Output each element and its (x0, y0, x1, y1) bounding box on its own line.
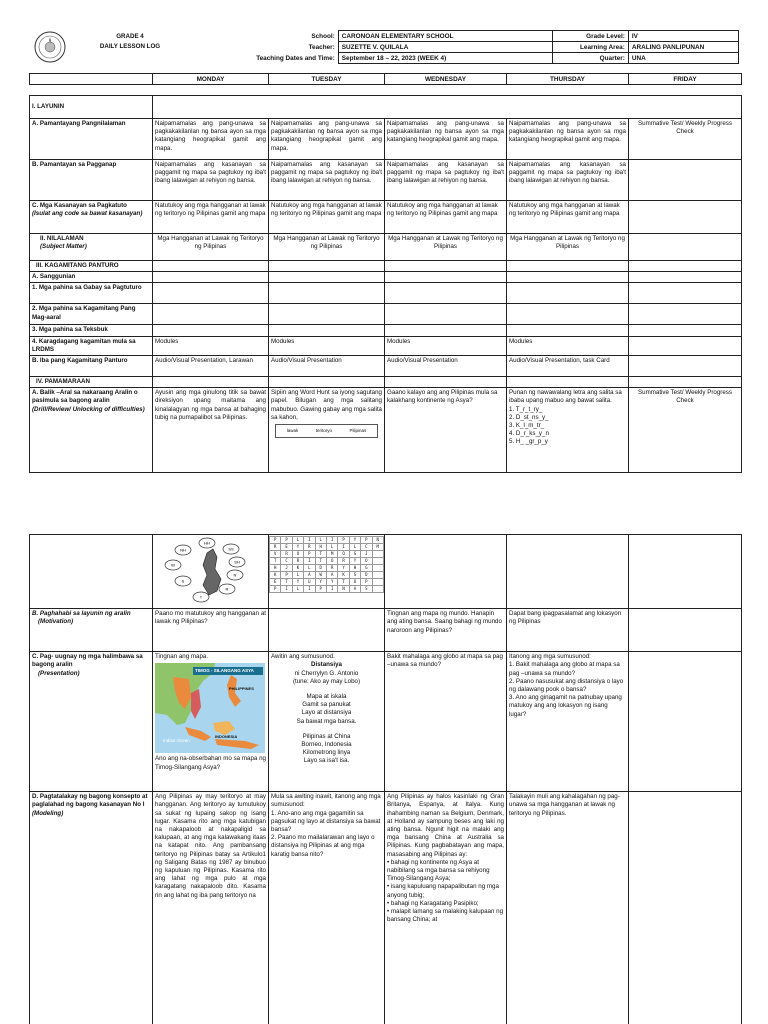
days-header (29, 73, 742, 85)
kagamitan-heading: III. KAGAMITANG PANTURO (30, 261, 153, 272)
wordhunt-letter: T (315, 558, 326, 565)
blank-word-item: 3. K_l_m_tr_ (509, 422, 545, 430)
wordhunt-letter: P (281, 537, 292, 544)
wordhunt-letter: D (315, 565, 326, 572)
wordhunt-letter: R (326, 565, 337, 572)
wordhunt-letter: T (270, 558, 281, 565)
cell-balik-tuesday (269, 388, 385, 473)
cell-pagtatalakay-wednesday (385, 792, 507, 1024)
wordhunt-letter: M (326, 551, 337, 558)
row-label-c (30, 201, 153, 234)
cell-a-thursday: Naipamamalas ang pang-unawa sa pagkakakilanlan ng bansa ayon sa mga katangiang heograpikal gamit ang mapa. (507, 119, 629, 160)
row-pag-uugnay (30, 652, 742, 792)
diagram-label: HH (204, 540, 210, 546)
wordhunt-letter: P (361, 579, 372, 586)
grade-line: GRADE 4 (116, 33, 144, 40)
wordhunt-letter: N (372, 537, 383, 544)
wordhunt-letter: K (270, 572, 281, 579)
wordhunt-letter (372, 579, 383, 586)
grade-level-value: IV (628, 31, 738, 42)
diagram-label: SH (234, 559, 240, 565)
wordhunt-letter: P (270, 537, 281, 544)
row-sanggunian (30, 272, 742, 283)
row-nilalaman (30, 234, 742, 261)
map-label-indonesia: INDONESIA (215, 734, 238, 740)
bullet-item: • bahagi ng kontinente ng Asya at nabibilang sa mga bansa sa rehiyong Timog-Silangang Asya; (387, 858, 490, 883)
cell-modules-tuesday: Modules (269, 336, 385, 355)
cell-nilalaman-tuesday: Mga Hangganan at Lawak ng Teritoryo ng Pilipinas (269, 234, 385, 261)
learning-area-value: ARALING PANLIPUNAN (628, 42, 738, 53)
diagram-label: R (225, 586, 229, 592)
word-box (275, 424, 378, 438)
wordhunt-letter: L (292, 586, 303, 593)
wordhunt-letter (372, 558, 383, 565)
grade-level-label: Grade Level: (553, 31, 628, 42)
wordhunt-letter: L (349, 544, 360, 551)
discussion-intro: Mula sa awiting inawit, itanong ang mga sumusunod: (271, 793, 381, 809)
blank-word-item: 1. T_r_t_ry_ (509, 405, 543, 413)
cell-c-monday: Natutukoy ang mga hangganan at lawak ng teritoryo ng Pilipinas gamit ang mapa (153, 201, 269, 234)
bullet-item: • malapit lamang sa malaking kalupaan ng bansang China; at (387, 908, 504, 924)
cell-c-thursday: Natutukoy ang mga hangganan at lawak ng teritoryo ng Pilipinas gamit ang mapa (507, 201, 629, 234)
wordhunt-letter: C (281, 558, 292, 565)
day-friday: FRIDAY (629, 74, 742, 85)
question-item: 1. Bakit mahalaga ang globo at mapa sa pag –unawa sa mundo? (509, 661, 620, 677)
day-monday: MONDAY (153, 74, 269, 85)
row-iba-pang (30, 356, 742, 377)
row-label-paghahabi (30, 609, 153, 652)
lesson-table-continued (29, 534, 742, 1024)
wordhunt-letter: H (315, 544, 326, 551)
row-kagamitan (30, 261, 742, 272)
diagram-label: T (199, 594, 203, 600)
page-2 (0, 534, 768, 1024)
wordhunt-letter: H (270, 565, 281, 572)
wordhunt-letter: P (304, 551, 315, 558)
wordhunt-letter: P (338, 537, 349, 544)
lesson-table (29, 95, 742, 473)
header-info-table (213, 30, 739, 64)
karagdagang-label: 4. Karagdagang kagamitan mula sa LRDMS (30, 336, 153, 355)
dates-value: September 18 – 22, 2023 (WEEK 4) (338, 53, 553, 64)
row-label-pag-uugnay (30, 652, 153, 792)
map-label-philippines: PHILIPPINES (229, 686, 254, 692)
cell-direction-diagram (153, 535, 269, 609)
discussion-item: 1. Ano-ano ang mga gagamitin sa pagsukat ng layo at distansiya sa bawat bansa? (271, 809, 381, 834)
deped-seal-icon (34, 31, 66, 63)
wordhunt-letter: T (315, 551, 326, 558)
pagtatalakay-label: D. Pagtatalakay ng bagong konsepto at paglalahad ng bagong kasanayan No I (32, 793, 148, 809)
wordhunt-letter: Y (349, 537, 360, 544)
cell-nilalaman-friday (629, 234, 742, 261)
school-label: School: (311, 32, 335, 40)
wordhunt-letter: R (281, 551, 292, 558)
diagram-label: NH (180, 547, 186, 553)
gabay-label: 1. Mga pahina sa Gabay sa Pagtuturo (30, 283, 153, 304)
teacher-value: SUZETTE V. QUILALA (338, 42, 553, 53)
song-line: Gamit sa panukat (302, 701, 351, 709)
song-line: Layo at distansiya (301, 709, 352, 717)
wordhunt-letter: K (338, 572, 349, 579)
wordhunt-letter: N (338, 586, 349, 593)
cell-a-tuesday: Naipamamalas ang pang-unawa sa pagkakakilanlan ng bansa ayon sa mga katangiang heograpikal gamit ang mapa. (269, 119, 385, 160)
song-line: Pilipinas at China (302, 732, 351, 740)
wordhunt-letter: P (361, 537, 372, 544)
cell-paghahabi-monday: Paano mo matutukoy ang hangganan at lawak ng Pilipinas? (153, 609, 269, 652)
page-gap (0, 478, 768, 534)
discussion-item: 2. Paano mo mailalarawan ang layo o distansiya ng Pilipinas at ang mga karatig bansa nito? (271, 834, 375, 858)
row-kagamitang-pang (30, 304, 742, 325)
dll-line: DAILY LESSON LOG (99, 43, 161, 50)
paghahabi-sub: (Motivation) (38, 618, 74, 626)
cell-wordhunt (269, 535, 385, 609)
cell-balik-wednesday: Gaano kalayo ang ang Pilipinas mula sa kalakhang kontinente ng Asya? (385, 388, 507, 473)
wordhunt-letter: Y (338, 565, 349, 572)
wordhunt-letter: T (281, 579, 292, 586)
wordhunt-letter: Y (315, 579, 326, 586)
blank-word-item: 2. D_st_ns_y_ (509, 413, 549, 421)
questions-intro: Itanong ang mga sumusunod: (509, 653, 591, 661)
song-tune: (tune: Ako ay may Lobo) (292, 677, 361, 685)
cell-modules-wednesday: Modules (385, 336, 507, 355)
pictures-label-blank (30, 535, 153, 609)
row-label-pagtatalakay (30, 792, 153, 1024)
wordhunt-letter: O (326, 558, 337, 565)
iba-pang-label: B. Iba pang Kagamitang Panturo (30, 356, 153, 377)
row-gabay (30, 283, 742, 304)
word-box-item: teritoryo (315, 428, 332, 434)
dates-label: Teaching Dates and Time: (256, 54, 335, 62)
teksbuk-label: 3. Mga pahina sa Teksbuk (30, 325, 153, 336)
row-pamantayang-pangnilalaman (30, 119, 742, 160)
wordhunt-letter: I (338, 544, 349, 551)
nilalaman-sub: (Subject Matter) (40, 243, 87, 251)
header (30, 30, 739, 64)
row-pamantayan-pagganap (30, 160, 742, 201)
discussion-text: Ang Pilipinas ay halos kasinlaki ng Gran Britanya, Espanya, at Italya. Kung ihahambing naman sa Belgium, Denmark, at Holland ay sampung beses ang laki ng ating bansa. Ngunit higit na malaki ang mga bansang China at Australia sa Pilipinas. Kung pagbabatayan ang mapa, masasabing ang Pilipinas ay: (387, 793, 504, 858)
diagram-label: S (181, 578, 185, 584)
diagram-label: W (171, 562, 175, 568)
word-box-item: lawak (286, 428, 299, 434)
wordhunt-letter: I (281, 586, 292, 593)
cell-pag-uugnay-tuesday (269, 652, 385, 792)
wordhunt-letter: J (361, 551, 372, 558)
sanggunian-label: A. Sanggunian (30, 272, 153, 283)
day-thursday: THURSDAY (507, 74, 629, 85)
balik-tuesday-text: Sipiin ang Word Hunt sa iyong sagutang papel. Bilugan ang mga salitang mabubuo. Gawing gabay ang mga salita sa kahon, (271, 389, 382, 421)
row-paghahabi (30, 609, 742, 652)
question-item: 3. Ano ang ginagamit na patnubay upang matukoy ang ang lokasyon ng isang lugar? (509, 694, 622, 718)
song-line: Kilometrong linya (302, 749, 351, 757)
cell-paghahabi-wednesday: Tingnan ang mapa ng mundo. Hanapin ang ating bansa. Saang bahagi ng mundo naroroon ang Pilipinas? (385, 609, 507, 652)
wordhunt-letter: P (270, 586, 281, 593)
blank-word-item: 4. D_r_ks_y_n (509, 430, 549, 438)
wordhunt-letter: O (338, 551, 349, 558)
kasanayan-sub: (Isulat ang code sa bawat kasanayan) (32, 210, 143, 218)
days-blank (30, 74, 153, 85)
school-value: CARONOAN ELEMENTARY SCHOOL (338, 31, 553, 42)
wordhunt-letter: L (292, 572, 303, 579)
pamamaraan-heading: IV. PAMAMARAAN (30, 377, 153, 388)
wordhunt-letter: S (349, 572, 360, 579)
kagamitang-pang-label: 2. Mga pahina sa Kagamitang Pang Mag-aaral (30, 304, 153, 325)
wordhunt-letter: E (281, 544, 292, 551)
row-layunin (30, 96, 742, 119)
map-question: Ano ang na-obserbahan mo sa mapa ng Timog-Silangang Asya? (155, 755, 266, 771)
wordhunt-letter: U (304, 579, 315, 586)
cell-iba-wednesday: Audio/Visual Presentation (385, 356, 507, 377)
blank-word-item: 5. H_ _gr_p_y (509, 438, 548, 446)
wordhunt-letter (372, 565, 383, 572)
wordhunt-letter: R (292, 558, 303, 565)
kasanayan-label: C. Mga Kasanayan sa Pagkatuto (32, 202, 127, 209)
cell-a-wednesday: Naipamamalas ang pang-unawa sa pagkakakilanlan ng bansa ayon sa mga katangiang heograpikal gamit ang mapa. (385, 119, 507, 160)
cell-a-monday: Naipamamalas ang pang-unawa sa pagkakakilanlan ng bansa ayon sa mga katangiang heograpikal gamit ang mapa. (153, 119, 269, 160)
wordhunt-letter: Y (292, 579, 303, 586)
wordhunt-letter: H (349, 565, 360, 572)
direction-diagram-icon (153, 535, 265, 605)
wordhunt-grid (269, 536, 384, 593)
cell-pag-uugnay-monday (153, 652, 269, 792)
row-pictures (30, 535, 742, 609)
cell-b-tuesday: Naipamamalas ang kasanayan sa paggamit ng mapa sa pagtukoy ng iba't ibang lalawigan at rehiyon ng bansa. (269, 160, 385, 201)
song-author: ni Cherrylyn G. Antonio (294, 669, 359, 677)
wordhunt-letter: M (372, 544, 383, 551)
paghahabi-label: B. Paghahabi sa layunin ng aralin (32, 610, 131, 618)
wordhunt-letter: A (326, 572, 337, 579)
teacher-label: Teacher: (308, 43, 335, 51)
cell-pag-uugnay-wednesday: Bakit mahalaga ang globo at mapa sa pag –unawa sa mundo? (385, 652, 507, 792)
cell-pag-uugnay-thursday (507, 652, 629, 792)
song-line: Sa bawat mga bansa. (296, 717, 357, 725)
map-label-indian-ocean: Indian Ocean (163, 738, 190, 744)
cell-c-friday (629, 201, 742, 234)
wordhunt-letter: W (315, 572, 326, 579)
layunin-blank (153, 96, 742, 119)
wordhunt-letter: L (292, 537, 303, 544)
wordhunt-letter: J (281, 565, 292, 572)
balik-sub: (Drill/Review/ Unlocking of difficulties) (32, 405, 145, 413)
wordhunt-letter: U (292, 551, 303, 558)
wordhunt-letter: Y (292, 544, 303, 551)
row-label-b: B. Pamantayan sa Pagganap (30, 160, 153, 201)
song-line: Layo sa isa't isa. (303, 757, 350, 765)
wordhunt-letter: Y (326, 579, 337, 586)
cell-balik-friday: Summative Test/ Weekly Progress Check (629, 388, 742, 473)
cell-modules-monday: Modules (153, 336, 269, 355)
cell-modules-thursday: Modules (507, 336, 629, 355)
cell-pagtatalakay-tuesday (269, 792, 385, 1024)
wordhunt-letter (372, 572, 383, 579)
wordhunt-letter (372, 551, 383, 558)
diagram-label: SS (228, 546, 234, 552)
wordhunt-letter: I (304, 537, 315, 544)
cell-c-wednesday: Natutukoy ang mga hangganan at lawak ng teritoryo ng Pilipinas gamit ang mapa (385, 201, 507, 234)
grade-title (74, 30, 186, 64)
question-item: 2. Paano nasusukat ang distansiya o layo ng dalawang pook o bansa? (509, 677, 624, 694)
cell-nilalaman-thursday: Mga Hangganan at Lawak ng Teritoryo ng Pilipinas (507, 234, 629, 261)
song-intro: Awitin ang sumusunod. (271, 653, 335, 661)
cell-nilalaman-monday: Mga Hangganan at Lawak ng Teritoryo ng Pilipinas (153, 234, 269, 261)
wordhunt-letter: G (361, 565, 372, 572)
quarter-label: Quarter: (553, 53, 628, 64)
cell-b-thursday: Naipamamalas ang kasanayan sa paggamit ng mapa sa pagtukoy ng iba't ibang lalawigan at rehiyon ng bansa. (507, 160, 629, 201)
quarter-value: UNA (628, 53, 738, 64)
page-1 (0, 0, 768, 478)
southeast-asia-map (155, 663, 265, 753)
layunin-heading: I. LAYUNIN (30, 96, 153, 119)
wordhunt-letter: A (349, 586, 360, 593)
cell-iba-tuesday: Audio/Visual Presentation (269, 356, 385, 377)
wordhunt-letter: P (281, 572, 292, 579)
wordhunt-letter: R (338, 558, 349, 565)
wordhunt-letter: T (338, 579, 349, 586)
wordhunt-letter: P (315, 586, 326, 593)
wordhunt-letter: O (361, 558, 372, 565)
wordhunt-letter: S (349, 551, 360, 558)
bullet-item: • bahagi ng Karagatang Pasipiko; (387, 899, 479, 907)
song-title: Distansiya (311, 661, 342, 669)
cell-balik-thursday (507, 388, 629, 473)
wordhunt-letter: S (361, 586, 372, 593)
wordhunt-letter: I (304, 558, 315, 565)
cell-iba-thursday: Audio/Visual Presentation, task Card (507, 356, 629, 377)
word-box-item: Pilipinas (349, 428, 367, 434)
song-line: Mapa at iskala (306, 693, 347, 701)
wordhunt-letter: L (304, 565, 315, 572)
cell-b-monday: Naipamamalas ang kasanayan sa paggamit ng mapa sa pagtukoy ng iba't ibang lalawigan at rehiyon ng bansa. (153, 160, 269, 201)
row-label-balik (30, 388, 153, 473)
song-line: Borneo, Indonesia (301, 741, 352, 749)
cell-b-friday (629, 160, 742, 201)
cell-paghahabi-thursday: Dapat bang ipagpasalamat ang lokasyon ng Pilipinas (507, 609, 629, 652)
wordhunt-letter: O (349, 579, 360, 586)
wordhunt-letter: A (304, 572, 315, 579)
wordhunt-letter: L (326, 544, 337, 551)
map-intro: Tingnan ang mapa. (155, 653, 209, 661)
diagram-label: N (233, 572, 237, 578)
row-pamamaraan (30, 377, 742, 388)
row-pagtatalakay (30, 792, 742, 1024)
wordhunt-letter: R (304, 544, 315, 551)
row-karagdagang (30, 336, 742, 355)
cell-balik-monday: Ayusin ang mga ginulong titik sa bawat direksiyon upang maitama ang kinalalagyan ng mga bansa at bahaging tubig na pumapalibot sa Pilipinas. (153, 388, 269, 473)
map-title: TIMOG - SILANGANG ASYA (195, 668, 254, 674)
wordhunt-letter (372, 586, 383, 593)
cell-iba-monday: Audio/Visual Presentation, Larawan (153, 356, 269, 377)
pagtatalakay-sub: (Modeling) (32, 809, 64, 817)
balik-thursday-text: Punan ng nawawalang letra ang salita sa ibaba upang mabuo ang bawat salita. (509, 389, 622, 405)
pag-uugnay-sub: (Presentation) (38, 669, 80, 677)
cell-pagtatalakay-thursday: Talakayin muli ang kahalagahan ng pag-unawa sa mga hangganan at lawak ng teritoryo ng Pilipinas. (507, 792, 629, 1024)
learning-area-label: Learning Area: (553, 42, 628, 53)
wordhunt-letter: I (304, 586, 315, 593)
wordhunt-letter: Y (349, 558, 360, 565)
wordhunt-letter: R (270, 544, 281, 551)
cell-nilalaman-wednesday: Mga Hangganan at Lawak ng Teritoryo ng Pilipinas (385, 234, 507, 261)
wordhunt-letter: K (292, 565, 303, 572)
wordhunt-letter: D (361, 572, 372, 579)
day-wednesday: WEDNESDAY (385, 74, 507, 85)
wordhunt-letter: C (361, 544, 372, 551)
nilalaman-label: II. NILALAMAN (40, 235, 84, 242)
day-tuesday: TUESDAY (269, 74, 385, 85)
wordhunt-letter: I (326, 586, 337, 593)
cell-c-tuesday: Natutukoy ang mga hangganan at lawak ng teritoryo ng Pilipinas gamit ang mapa (269, 201, 385, 234)
cell-pagtatalakay-monday: Ang Pilipinas ay may teritoryo at may hangganan. Ang teritoryo ay tumutukoy sa sukat ng lupaing sakop ng isang lugar. Kasama rito ang mga katubigan na nakapaloob at nakapaligid sa kalupaan, at ang mga kalawakang itaas na katapat nito. Ang pambansang teritoryo ng Pilipinas batay sa Artikulo1 ng Saligang Batas ng 1987 ay binubuo ng kapuluan ng Pilipinas. Kasama rito ang lahat ng mga pulo at mga karagatang nakapaloob dito. Kasama rin ang lahat ng iba pang teritoryo na (153, 792, 269, 1024)
balik-label: A. Balik –Aral sa nakaraang Aralin o pasimula sa bagong aralin (32, 389, 138, 405)
row-balik-aral (30, 388, 742, 473)
cell-b-wednesday: Naipamamalas ang kasanayan sa paggamit ng mapa sa pagtukoy ng iba't ibang lalawigan at rehiyon ng bansa. (385, 160, 507, 201)
row-label-a: A. Pamantayang Pangnilalaman (30, 119, 153, 160)
row-label-nilalaman (30, 234, 153, 261)
wordhunt-letter: L (315, 537, 326, 544)
wordhunt-letter: I (326, 537, 337, 544)
wordhunt-letter: E (270, 579, 281, 586)
row-kasanayan (30, 201, 742, 234)
wordhunt-letter: V (270, 551, 281, 558)
pag-uugnay-label: C. Pag- uugnay ng mga halimbawa sa bagong aralin (32, 653, 143, 669)
cell-a-friday: Summative Test/ Weekly Progress Check (629, 119, 742, 160)
bullet-item: • isang kapuluang napapalibutan ng mga anyong tubig; (387, 883, 499, 899)
row-teksbuk (30, 325, 742, 336)
